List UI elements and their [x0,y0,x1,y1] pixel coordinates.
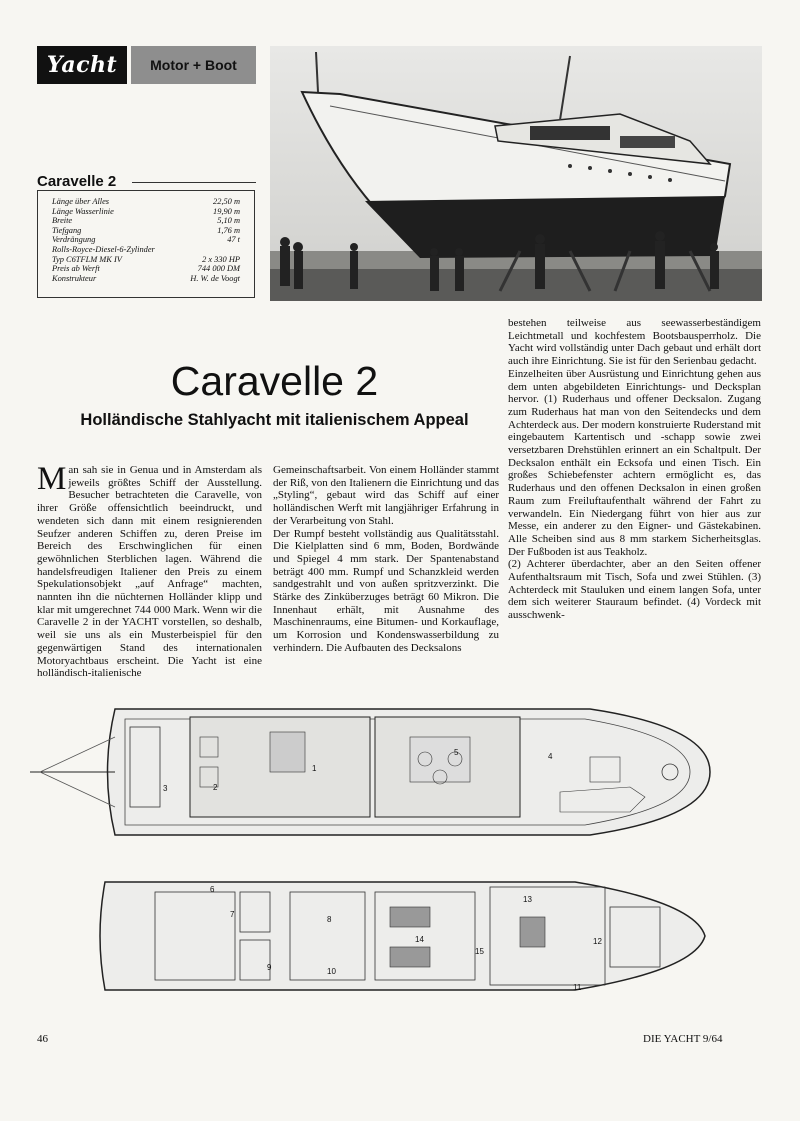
article-column-2 [273,464,499,689]
spec-box-title: Caravelle 2 [37,173,117,190]
plan-label: 5 [454,748,459,757]
article-column-3 [508,317,761,689]
spec-label: Tiefgang [52,225,82,235]
plan-label: 7 [230,910,235,919]
spec-label: Konstrukteur [52,273,97,283]
spec-table [37,190,255,298]
spec-value: 744 000 DM [197,264,240,274]
article-column-1 [37,464,262,689]
paragraph: (2) Achterer überdachter, aber an den Seiten offener Aufenthaltsraum mit Tisch, Sofa und zwei Stühlen. (3) Achterdeck mit Stauluken und einem langen Sofa, unter dem sich weiterer Stauraum befindet. (4) Vordeck mit ausschwenk- [508,558,761,622]
spec-value: 19,90 m [213,206,240,216]
spec-label: Länge über Alles [52,197,110,206]
spec-row [52,245,240,255]
plan-label: 9 [267,963,272,972]
paragraph [37,464,262,680]
paragraph: Gemeinschaftsarbeit. Von einem Holländer stammt der Riß, von den Italienern die Einrichtung und das „Styling“, gebaut wird das Schiff auf einer holländischen Werft mit langjähriger Erfahrung in der Verarbeitung von Stahl. [273,464,499,527]
paragraph-text: an sah sie in Genua und in Amsterdam als jeweils größtes Schiff der Ausstellung. Besucher betrachteten die Caravelle, von ihrer Größe offensichtlich beeindruckt, und wendeten sich dann mit einem resignierenden Seufzer anderen Schiffen zu, deren Preise im Bereich des Erschwinglichen für einen gewöhnlichen Sterblichen lagen. Während die handelsfreudigen Italiener den Preis zu einem Spekulationsobjekt „auf Anfrage“ machten, nannten ihn die nüchternen Holländer klipp und klar mit umgerechnet 744 000 Mark. Wenn wir die Caravelle 2 in der YACHT vorstellen, so deshalb, weil sie uns als ein Musterbeispiel für den gegenwärtigen Stand des internationalen Motoryachtbaus erscheint. Die Yacht ist eine holländisch-italienische [37,464,262,680]
lower-deck-plan-drawing [95,862,710,1010]
paragraph: Der Rumpf besteht vollständig aus Qualitätsstahl. Die Kielplatten sind 6 mm, Boden, Bordwände und Spiegel 4 mm stark. Der Spantenabstand beträgt 400 mm. Rumpf und Schanzkleid werden sandgestrahlt und von außen spritzverzinkt. Die Stärke des Zinküberzuges beträgt 60 Mikron. Die Innenhaut erhält, mit Ausnahme des Maschinenraums, eine Bitumen- und Korkauflage, um Korrosion und Kondenswasserbildung zu verhindern. Die Aufbauten des Decksalons [273,527,499,654]
spec-row [52,207,240,217]
drop-cap: M [37,464,67,497]
logo-text: Yacht [46,52,118,78]
paragraph: bestehen teilweise aus seewasserbeständigem Leichtmetall und kochfestem Bootsbausperrholz. Die Yacht wird vollständig unter Dach gebaut und erhält dort auch ihre Einrichtung. Sie ist für den Serienbau gedacht. [508,317,761,368]
spec-label: Rolls-Royce-Diesel-6-Zylinder [52,244,155,254]
yacht-photo [270,46,762,301]
section-label: Motor + Boot [131,46,256,84]
spec-label: Preis ab Werft [52,264,100,274]
issue-label: DIE YACHT 9/64 [643,1033,723,1045]
spec-value: 22,50 m [213,197,240,206]
magazine-section-badge [37,46,256,84]
divider [132,182,256,183]
article-title: Caravelle 2 [170,358,379,404]
spec-row [52,274,240,284]
spec-value: 1,76 m [217,225,240,235]
plan-label: 4 [548,752,553,761]
plan-label: 2 [213,783,218,792]
plan-label: 1 [312,764,317,773]
paragraph: Einzelheiten über Ausrüstung und Einrichtung gehen aus dem unten abgebildeten Einrichtungs- und Decksplan hervor. (1) Ruderhaus und offener Decksalon. Zugang zum Ruderhaus hat man von den Seitendecks und dem Achterdeck aus. Der modern konstruierte Ruderstand mit eingebautem Kartentisch und -schapp sowie zwei versetzbaren Drehstühlen erinnert an ein Schaltpult. Der Decksalon enthält ein Ecksofa und einen Tisch. Ein großes Schiebefenster achtern ermöglicht es, das Ruderhaus und den offenen Decksalon in einen großen Raum zum Freiluftaufenthalt während der Fahrt zu verwandeln. Ein Niedergang führt von hier aus zur Messe, ein anderer zu den Eigner- und Gästekabinen. Alle Scheiben sind aus 8 mm starkem Sicherheitsglas. Der Fußboden ist aus Teakholz. [508,367,761,558]
plan-label: 3 [163,784,168,793]
spec-row [52,197,240,207]
spec-value: 47 t [227,235,240,245]
deck-plan-drawing [30,697,730,847]
spec-row [52,226,240,236]
spec-row [52,216,240,226]
spec-value: 5,10 m [217,216,240,226]
plan-label: 10 [327,967,336,976]
spec-label: Breite [52,216,73,226]
plan-label: 6 [210,885,215,894]
page-number: 46 [37,1033,48,1045]
plan-label: 8 [327,915,332,924]
yacht-logo [37,46,127,84]
spec-row [52,264,240,274]
spec-row [52,255,240,265]
plan-label: 12 [593,937,602,946]
plan-label: 15 [475,947,484,956]
spec-row [52,235,240,245]
spec-value: H. W. de Voogt [190,273,240,283]
spec-value: 2 x 330 HP [202,254,240,264]
plan-label: 14 [415,935,424,944]
spec-label: Typ C6TFLM MK IV [52,254,122,264]
article-subtitle: Holländische Stahlyacht mit italienischem Appeal [80,411,469,429]
spec-label: Länge Wasserlinie [52,206,114,216]
spec-label: Verdrängung [52,235,96,245]
plan-label: 13 [523,895,532,904]
plan-label: 11 [573,983,582,992]
